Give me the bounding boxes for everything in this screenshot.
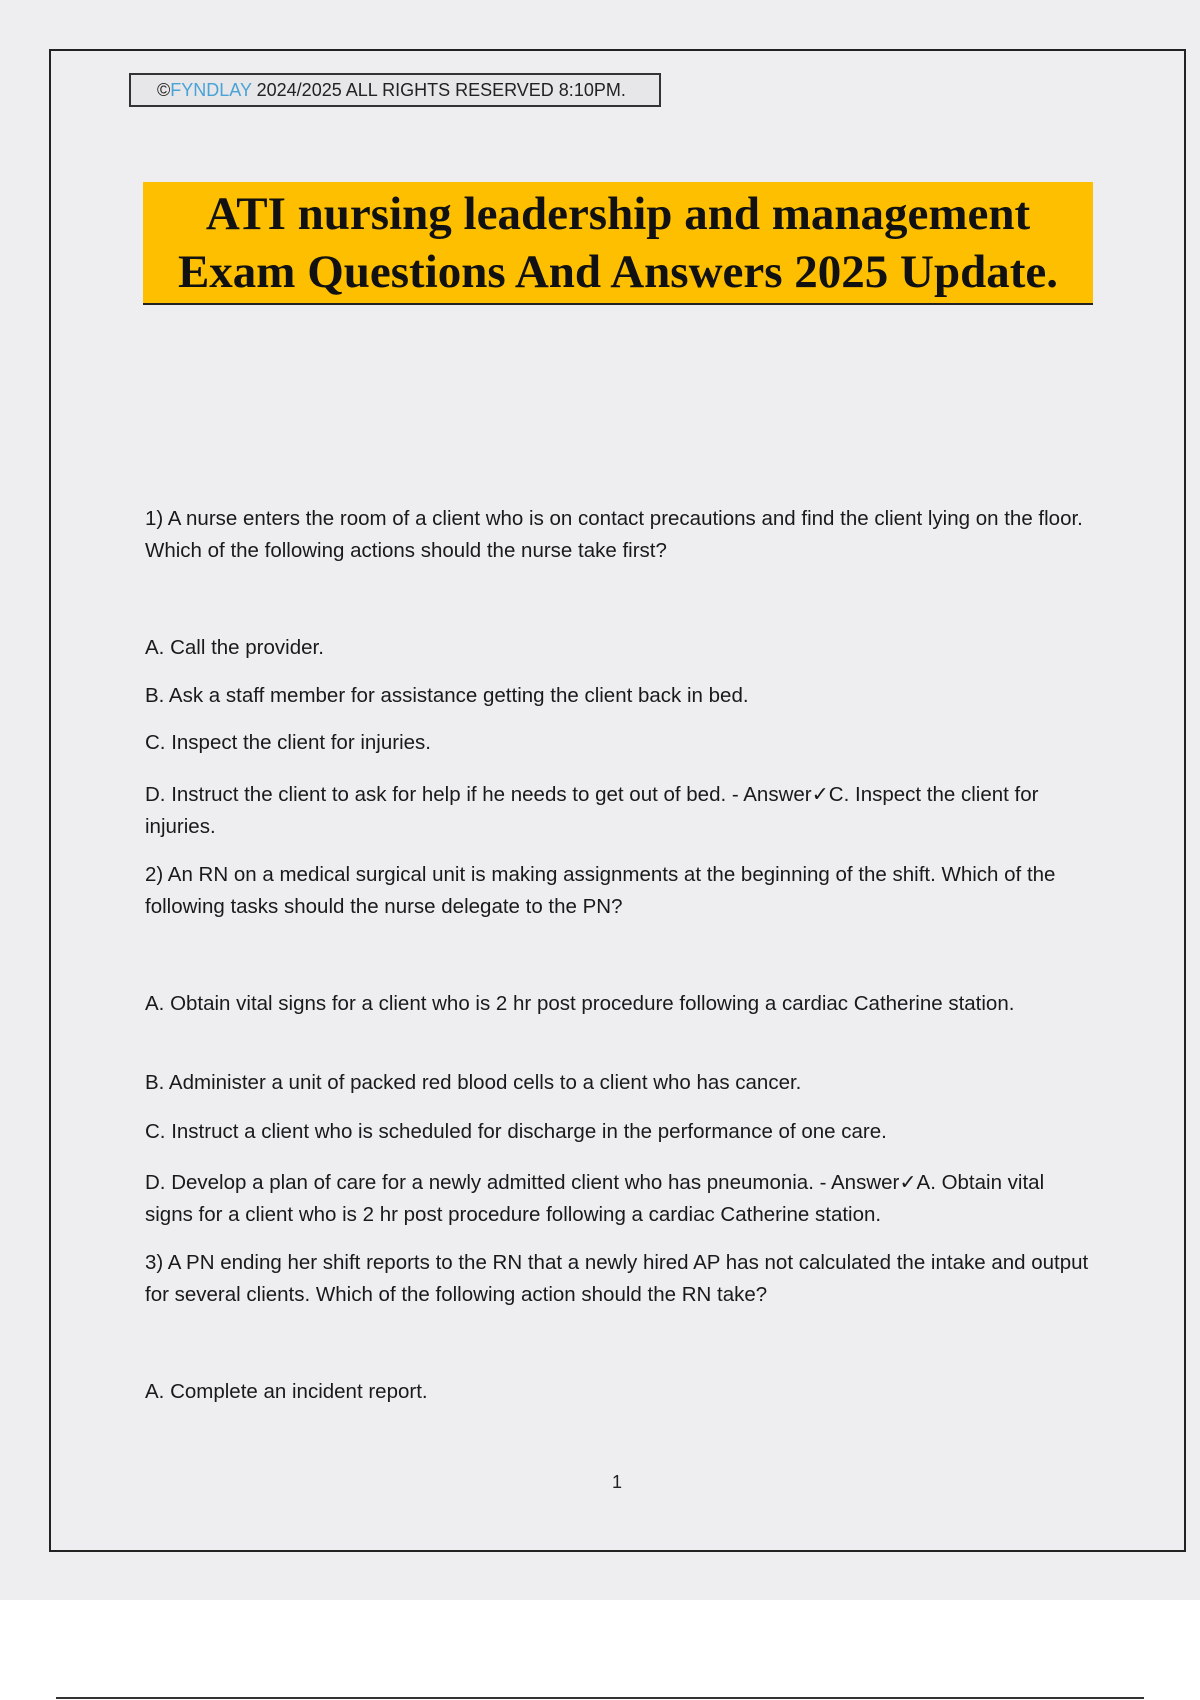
question-1-option-a: A. Call the provider. [145, 636, 324, 659]
copyright-text: 2024/2025 ALL RIGHTS RESERVED 8:10PM. [251, 80, 626, 100]
copyright-banner [129, 73, 661, 107]
question-2: 2) An RN on a medical surgical unit is making assignments at the beginning of the shift. Which of the following tasks should the nurse delegate to the PN? [145, 863, 1056, 918]
page-number: 1 [611, 1472, 622, 1492]
document-title [143, 182, 1093, 305]
question-2-option-d-answer: D. Develop a plan of care for a newly admitted client who has pneumonia. - Answer✓A. Obtain vital signs for a client who is 2 hr post procedure following a cardiac Catherine station. [145, 1171, 1045, 1226]
question-1: 1) A nurse enters the room of a client who is on contact precautions and find the client lying on the floor. Which of the following actions should the nurse take first? [145, 507, 1083, 562]
title-line-2: Exam Questions And Answers 2025 Update. [177, 246, 1059, 298]
footer-divider [56, 1697, 1144, 1699]
title-line-1: ATI nursing leadership and management [205, 188, 1031, 240]
question-3: 3) A PN ending her shift reports to the RN that a newly hired AP has not calculated the intake and output for several clients. Which of the following action should the RN take? [145, 1251, 1089, 1306]
copyright-brand: FYNDLAY [170, 80, 252, 100]
question-2-option-c: C. Instruct a client who is scheduled for discharge in the performance of one care. [145, 1120, 887, 1143]
question-2-option-a: A. Obtain vital signs for a client who is 2 hr post procedure following a cardiac Catherine station. [145, 992, 1015, 1015]
question-1-option-b: B. Ask a staff member for assistance getting the client back in bed. [145, 684, 749, 707]
question-3-option-a: A. Complete an incident report. [145, 1380, 428, 1403]
copyright-symbol: © [157, 80, 171, 100]
question-1-option-c: C. Inspect the client for injuries. [145, 731, 431, 754]
question-2-option-b: B. Administer a unit of packed red blood cells to a client who has cancer. [145, 1071, 802, 1094]
question-1-option-d-answer: D. Instruct the client to ask for help if he needs to get out of bed. - Answer✓C. Inspect the client for injuries. [145, 783, 1039, 838]
